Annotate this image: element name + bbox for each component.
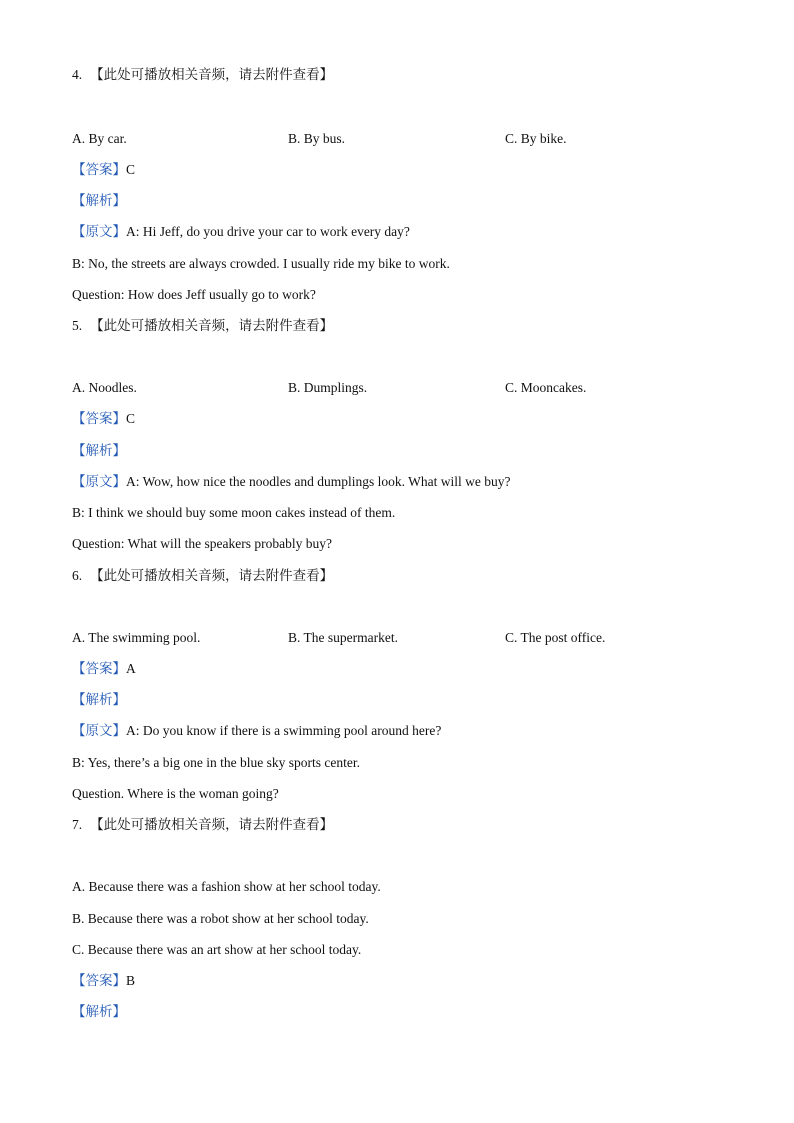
analysis-tag: 【解析】 [72,193,126,208]
transcript-line-1 [72,223,410,241]
audio-prompt: 【此处可播放相关音频，请去附件查看】 [90,817,334,832]
transcript-line-2: B: No, the streets are always crowded. I usually ride my bike to work. [72,256,450,271]
answer-tag: 【答案】 [72,162,126,177]
audio-prompt: 【此处可播放相关音频，请去附件查看】 [90,568,334,583]
answer-value: C [126,411,136,426]
answer-value: A [126,661,136,676]
option-a: A. The swimming pool. [72,630,201,645]
transcript-question: Question: What will the speakers probably buy? [72,536,332,551]
option-b: B. By bus. [288,131,346,146]
question-number: 5. [72,318,83,333]
question-4-header [72,66,333,84]
answer-line [72,410,135,428]
transcript-text: A: Hi Jeff, do you drive your car to work every day? [126,224,410,239]
question-number: 6. [72,568,83,583]
original-tag: 【原文】 [72,474,126,489]
option-c: C. By bike. [505,131,567,146]
option-b: B. Because there was a robot show at her school today. [72,911,369,926]
analysis-tag: 【解析】 [72,443,126,458]
transcript-line-2: B: I think we should buy some moon cakes instead of them. [72,505,396,520]
option-a: A. Noodles. [72,380,137,395]
question-7-header [72,816,333,834]
answer-tag: 【答案】 [72,973,126,988]
answer-line [72,660,136,678]
option-c: C. Because there was an art show at her school today. [72,942,362,957]
option-a: A. By car. [72,131,127,146]
original-tag: 【原文】 [72,224,126,239]
question-6-header [72,567,333,585]
question-number: 7. [72,817,83,832]
audio-prompt: 【此处可播放相关音频，请去附件查看】 [90,67,334,82]
audio-prompt: 【此处可播放相关音频，请去附件查看】 [90,318,334,333]
transcript-text: A: Do you know if there is a swimming pool around here? [126,723,442,738]
option-a: A. Because there was a fashion show at her school today. [72,879,381,894]
transcript-line-2: B: Yes, there’s a big one in the blue sky sports center. [72,755,360,770]
answer-tag: 【答案】 [72,661,126,676]
question-5-header [72,317,333,335]
option-b: B. The supermarket. [288,630,398,645]
answer-tag: 【答案】 [72,411,126,426]
transcript-question: Question. Where is the woman going? [72,786,279,801]
answer-line [72,161,135,179]
transcript-line-1 [72,473,511,491]
question-number: 4. [72,67,83,82]
transcript-line-1 [72,722,441,740]
original-tag: 【原文】 [72,723,126,738]
analysis-tag: 【解析】 [72,692,126,707]
answer-value: C [126,162,136,177]
transcript-question: Question: How does Jeff usually go to work? [72,287,316,302]
option-c: C. Mooncakes. [505,380,587,395]
answer-line [72,972,135,990]
option-b: B. Dumplings. [288,380,368,395]
answer-value: B [126,973,136,988]
analysis-tag: 【解析】 [72,1004,126,1019]
transcript-text: A: Wow, how nice the noodles and dumplings look. What will we buy? [126,474,511,489]
option-c: C. The post office. [505,630,606,645]
